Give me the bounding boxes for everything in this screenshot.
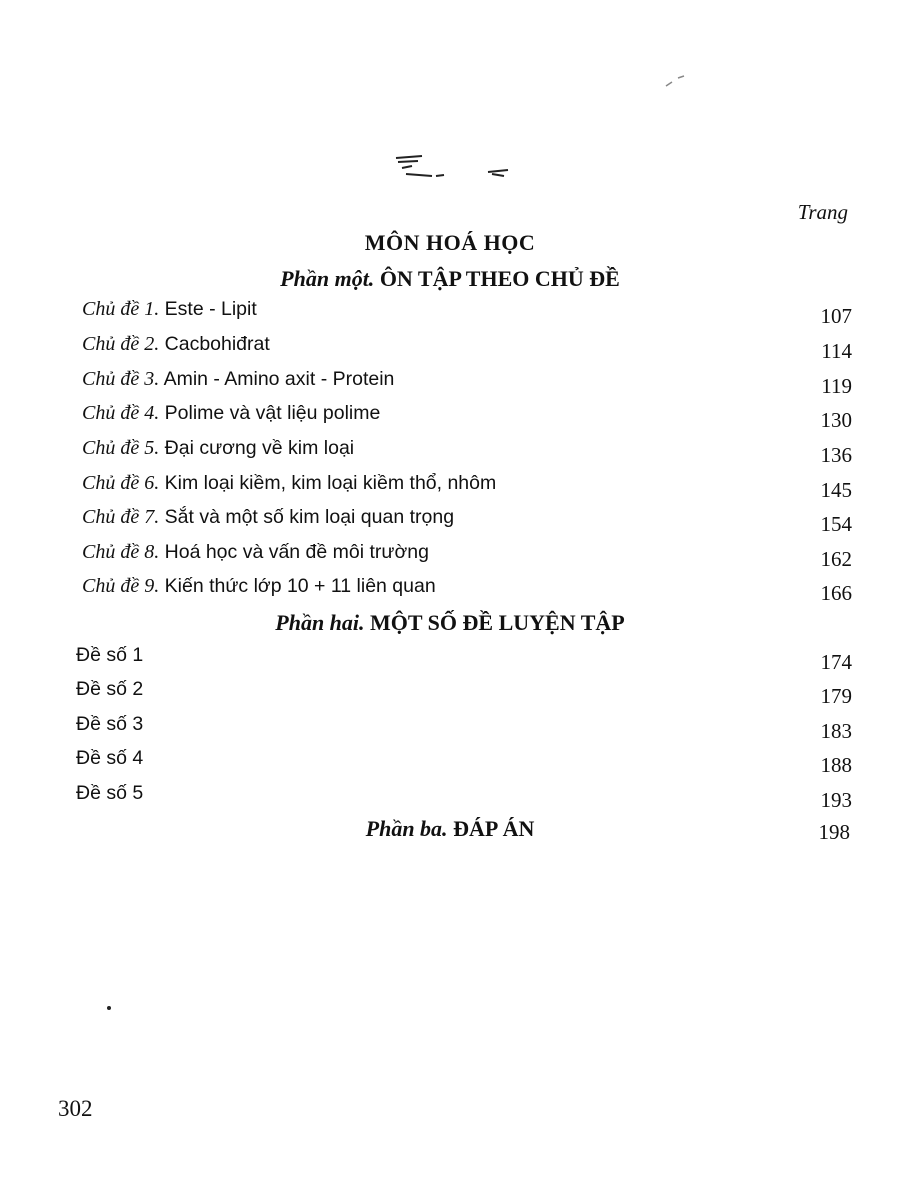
- entry-label: Chủ đề 3.: [82, 368, 160, 390]
- part-two-heading: [0, 610, 900, 636]
- entry-title: Amin - Amino axit - Protein: [163, 368, 395, 390]
- entry-title: Đề số 4: [76, 747, 144, 769]
- entry-page: 145: [820, 478, 852, 502]
- pen-mark-icon: [664, 74, 688, 88]
- entry-title: Kiến thức lớp 10 + 11 liên quan: [164, 575, 436, 597]
- part-two-title: MỘT SỐ ĐỀ LUYỆN TẬP: [370, 610, 625, 635]
- subject-title: MÔN HOÁ HỌC: [364, 230, 536, 255]
- toc-entry[interactable]: [76, 782, 858, 814]
- entry-title: Este - Lipit: [164, 298, 257, 320]
- part-two-label: Phần hai.: [275, 610, 365, 635]
- part-one-title: ÔN TẬP THEO CHỦ ĐỀ: [379, 266, 620, 291]
- entry-page: 107: [820, 304, 852, 328]
- entry-title: Cacbohiđrat: [164, 333, 270, 355]
- page-number: 302: [58, 1096, 93, 1121]
- entry-title: Kim loại kiềm, kim loại kiềm thổ, nhôm: [164, 472, 497, 494]
- toc-entry[interactable]: [82, 541, 858, 573]
- page-column-label: Trang: [797, 200, 848, 224]
- entry-label: Chủ đề 8.: [82, 541, 160, 563]
- entry-page: 154: [820, 512, 852, 536]
- entry-page: 183: [820, 719, 852, 743]
- entry-title: Đề số 2: [76, 678, 144, 700]
- toc-entry[interactable]: [82, 298, 858, 330]
- toc-entry[interactable]: [82, 575, 858, 607]
- scribble-mark-icon: [392, 152, 512, 186]
- toc-entry[interactable]: [76, 747, 858, 779]
- entry-label: Chủ đề 4.: [82, 402, 160, 424]
- entry-label: Chủ đề 6.: [82, 472, 160, 494]
- entry-title: Đề số 3: [76, 713, 144, 735]
- part-three-entry[interactable]: [0, 816, 900, 850]
- entry-page: 166: [820, 581, 852, 605]
- entry-title: Đề số 1: [76, 644, 144, 666]
- toc-entry[interactable]: [82, 368, 858, 400]
- entry-label: Chủ đề 2.: [82, 333, 160, 355]
- toc-entry[interactable]: [82, 402, 858, 434]
- part-three-title: ĐÁP ÁN: [453, 816, 535, 841]
- entry-label: Chủ đề 5.: [82, 437, 160, 459]
- entry-page: 130: [820, 408, 852, 432]
- entry-label: Chủ đề 1.: [82, 298, 160, 320]
- entry-title: Đề số 5: [76, 782, 144, 804]
- entry-title: Sắt và một số kim loại quan trọng: [164, 506, 455, 528]
- toc-entry[interactable]: [82, 472, 858, 504]
- entry-label: Chủ đề 9.: [82, 575, 160, 597]
- entry-title: Hoá học và vấn đề môi trường: [164, 541, 429, 563]
- toc-entry[interactable]: [76, 644, 858, 676]
- part-three-heading: [0, 816, 900, 842]
- toc-entry[interactable]: [82, 333, 858, 365]
- entry-page: 136: [820, 443, 852, 467]
- part-three-label: Phần ba.: [365, 816, 448, 841]
- entry-page: 174: [820, 650, 852, 674]
- entry-page: 179: [820, 684, 852, 708]
- entry-page: 162: [820, 547, 852, 571]
- entry-page: 188: [820, 753, 852, 777]
- entry-page: 193: [820, 788, 852, 812]
- entry-title: Đại cương về kim loại: [164, 437, 355, 459]
- entry-page: 198: [818, 820, 850, 844]
- toc-entry[interactable]: [76, 713, 858, 745]
- entry-label: Chủ đề 7.: [82, 506, 160, 528]
- entry-page: 114: [821, 339, 852, 363]
- toc-entry[interactable]: [82, 437, 858, 469]
- toc-entry[interactable]: [76, 678, 858, 710]
- entry-title: Polime và vật liệu polime: [164, 402, 381, 424]
- entry-page: 119: [821, 374, 852, 398]
- part-one-heading: [0, 266, 900, 292]
- toc-entry[interactable]: [82, 506, 858, 538]
- ink-dot: [107, 1006, 111, 1010]
- part-one-label: Phần một.: [280, 266, 375, 291]
